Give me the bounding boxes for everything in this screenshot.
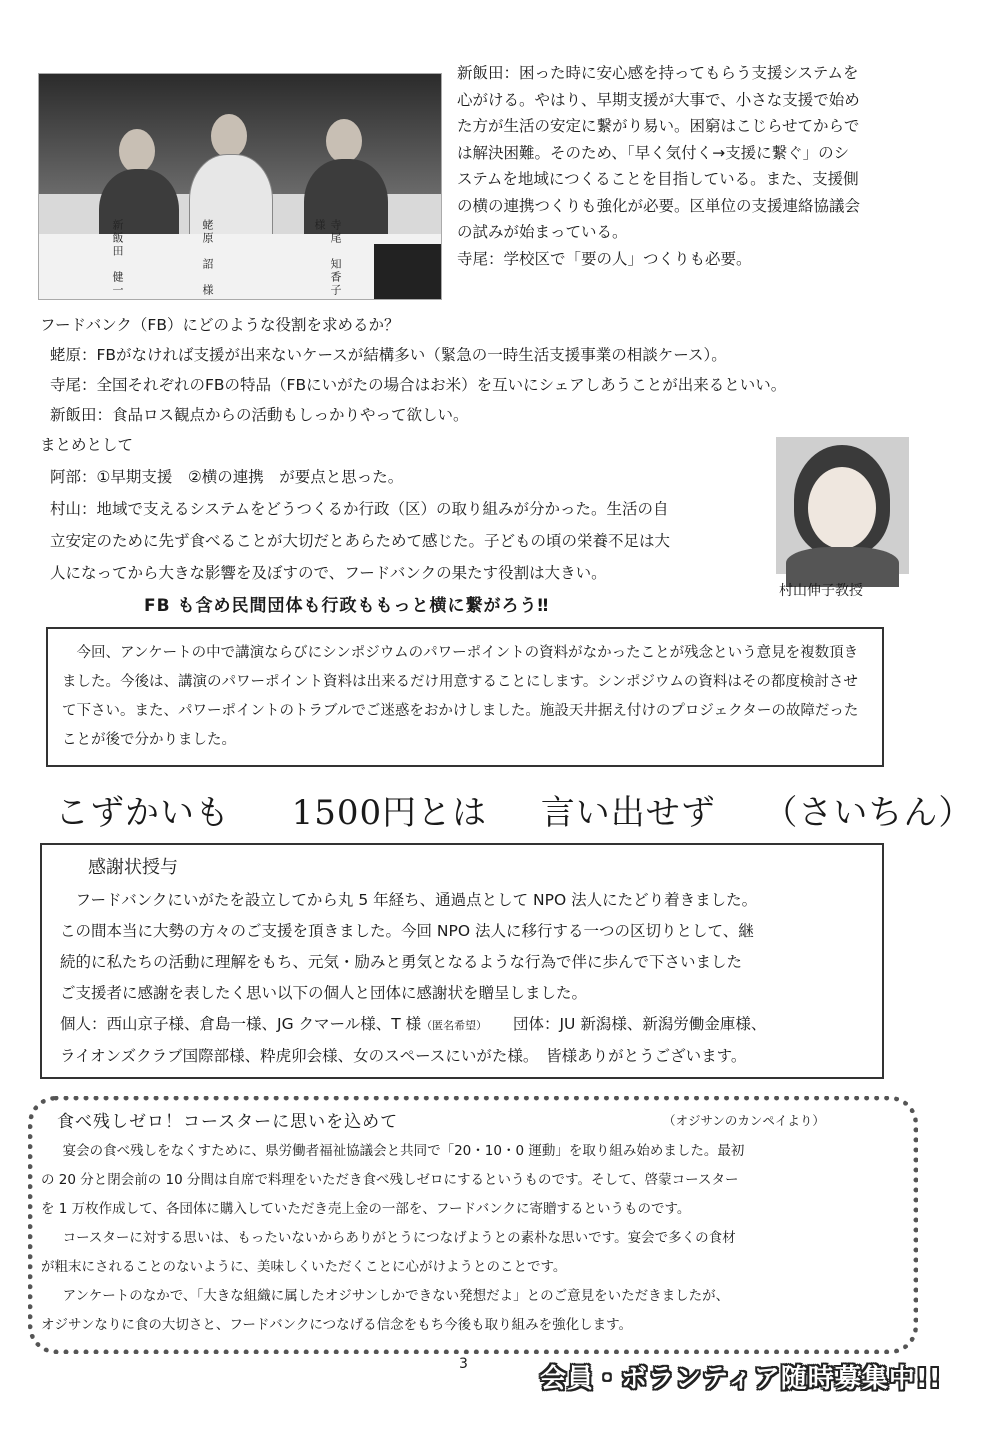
haiku-part-3: 言い出せず bbox=[540, 793, 716, 833]
discussion-line: は解決困難。そのため、「早く気付く→支援に繋ぐ」のシ bbox=[457, 143, 850, 162]
photo-caption-3: 寺尾 知香子 様 bbox=[313, 219, 342, 310]
haiku-part-2: 1500円とは bbox=[291, 793, 488, 833]
summary-line: 人になってから大きな影響を及ぼすので、フードバンクの果たす役割は大きい。 bbox=[50, 564, 607, 582]
notice-text: 今回、アンケートの中で講演ならびにシンポジウムのパワーポイントの資料がなかったことが残念という意見を複数頂きました。今後は、講演のパワーポイント資料は出来るだけ用意することにします。シンポジウムの資料はその都度検討させて下さい。また、パワーポイントのトラブルでご迷惑をおかけしました。施設天井据え付けのプロジェクターの故障だったことが後で分かりました。 bbox=[62, 645, 859, 748]
discussion-line: ステムを地域につくることを目指している。また、支援側 bbox=[457, 170, 859, 188]
discussion-line: の横の連携つくりも強化が必要。区単位の支援連絡協議会 bbox=[457, 196, 861, 215]
haiku bbox=[55, 785, 973, 834]
summary-line: 阿部：①早期支援 ②横の連携 が要点と思った。 bbox=[50, 468, 404, 486]
professor-photo bbox=[776, 437, 909, 574]
summary-line: 村山：地域で支えるシステムをどうつくるか行政（区）の取り組みが分かった。生活の自 bbox=[50, 500, 669, 518]
haiku-part-1: こずかいも bbox=[55, 793, 230, 833]
discussion-line: た方が生活の安定に繋がり易い。困窮はこじらせてからで bbox=[457, 117, 860, 135]
discussion-line: の試みが始まっている。 bbox=[457, 223, 628, 241]
coaster-line: 宴会の食べ残しをなくすために、県労働者福祉協議会と共同で「20・10・0 運動」を取り組み始めました。最初 bbox=[62, 1143, 745, 1159]
recruit-banner: 会員・ボランティア随時募集中!! bbox=[540, 1364, 942, 1394]
coaster-title: 食べ残しゼロ！コースターに思いを込めて bbox=[57, 1112, 399, 1132]
slogan: FB も含め民間団体も行政ももっと横に繋がろう‼ bbox=[144, 596, 550, 616]
award-line: フードバンクにいがたを設立してから丸 5 年経ち、通過点として NPO 法人にたどり着きました。 bbox=[75, 891, 758, 909]
award-anonymous: （匿名希望） bbox=[421, 1019, 488, 1032]
award-line: この間本当に大勢の方々のご支援を頂きました。今回 NPO 法人に移行する一つの区切りとして、継 bbox=[60, 922, 754, 940]
award-line: 続的に私たちの活動に理解をもち、元気・励みと勇気となるような行為で伴に歩んで下さいました bbox=[60, 953, 743, 971]
photo-caption-1: 新飯田 健一 bbox=[111, 219, 124, 297]
discussion-line: 新飯田：困った時に安心感を持ってもらう支援システムを bbox=[457, 64, 859, 82]
panel-discussion-text bbox=[457, 60, 927, 272]
notice-box bbox=[46, 627, 884, 767]
fb-answer: 寺尾：全国それぞれのFBの特品（FBにいがたの場合はお米）を互いにシェアしあうことが出来るといい。 bbox=[50, 376, 787, 394]
coaster-line: の 20 分と閉会前の 10 分間は自席で料理をいただき食べ残しゼロにするというものです。そして、啓蒙コースター bbox=[41, 1172, 739, 1188]
award-groups: 団体：JU 新潟様、新潟労働金庫様、 bbox=[512, 1015, 767, 1033]
discussion-line: 寺尾：学校区で「要の人」つくりも必要。 bbox=[457, 249, 752, 268]
panel-photo bbox=[38, 73, 442, 310]
award-last-line: ライオンズクラブ国際部様、粋虎卯会様、女のスペースにいがた様。 皆様ありがとうございます。 bbox=[60, 1047, 747, 1065]
summary-heading: まとめとして bbox=[40, 436, 134, 454]
professor-caption: 村山伸子教授 bbox=[779, 583, 863, 599]
coaster-line: アンケートのなかで、「大きな組織に属したオジサンしかできない発想だよ」とのご意見をいただきましたが、 bbox=[62, 1288, 730, 1304]
coaster-line: を 1 万枚作成して、各団体に購入していただき売上金の一部を、フードバンクに寄贈するというものです。 bbox=[41, 1201, 691, 1217]
fb-question: フードバンク（FB）にどのような役割を求めるか？ bbox=[40, 316, 400, 334]
award-box bbox=[40, 843, 884, 1079]
discussion-line: 心がける。やはり、早期支援が大事で、小さな支援で始め bbox=[457, 90, 860, 109]
haiku-author: （さいちん） bbox=[763, 793, 974, 833]
photo-caption-2: 蛯原 詔 様 bbox=[201, 219, 214, 297]
coaster-box bbox=[28, 1096, 918, 1354]
coaster-source: （オジサンのカンペイより） bbox=[663, 1113, 825, 1128]
coaster-line: が粗末にされることのないように、美味しくいただくことに心がけようとのことです。 bbox=[41, 1259, 567, 1275]
fb-answer: 蛯原：FBがなければ支援が出来ないケースが結構多い（緊急の一時生活支援事業の相談ケース）。 bbox=[50, 346, 727, 364]
award-individuals: 個人：西山京子様、倉島一様、JG クマール様、T 様 bbox=[60, 1015, 422, 1033]
page-number: 3 bbox=[459, 1356, 468, 1372]
award-line: ご支援者に感謝を表したく思い以下の個人と団体に感謝状を贈呈しました。 bbox=[60, 984, 588, 1002]
summary-line: 立安定のために先ず食べることが大切だとあらためて感じた。子どもの頃の栄養不足は大 bbox=[50, 532, 671, 550]
coaster-line: オジサンなりに食の大切さと、フードバンクにつなげる信念をもち今後も取り組みを強化します。 bbox=[41, 1317, 633, 1333]
award-title: 感謝状授与 bbox=[88, 857, 178, 878]
fb-answer: 新飯田：食品ロス観点からの活動もしっかりやって欲しい。 bbox=[50, 406, 469, 424]
coaster-line: コースターに対する思いは、もったいないからありがとうにつなげようとの素朴な思いです。宴会で多くの食材 bbox=[62, 1230, 736, 1246]
